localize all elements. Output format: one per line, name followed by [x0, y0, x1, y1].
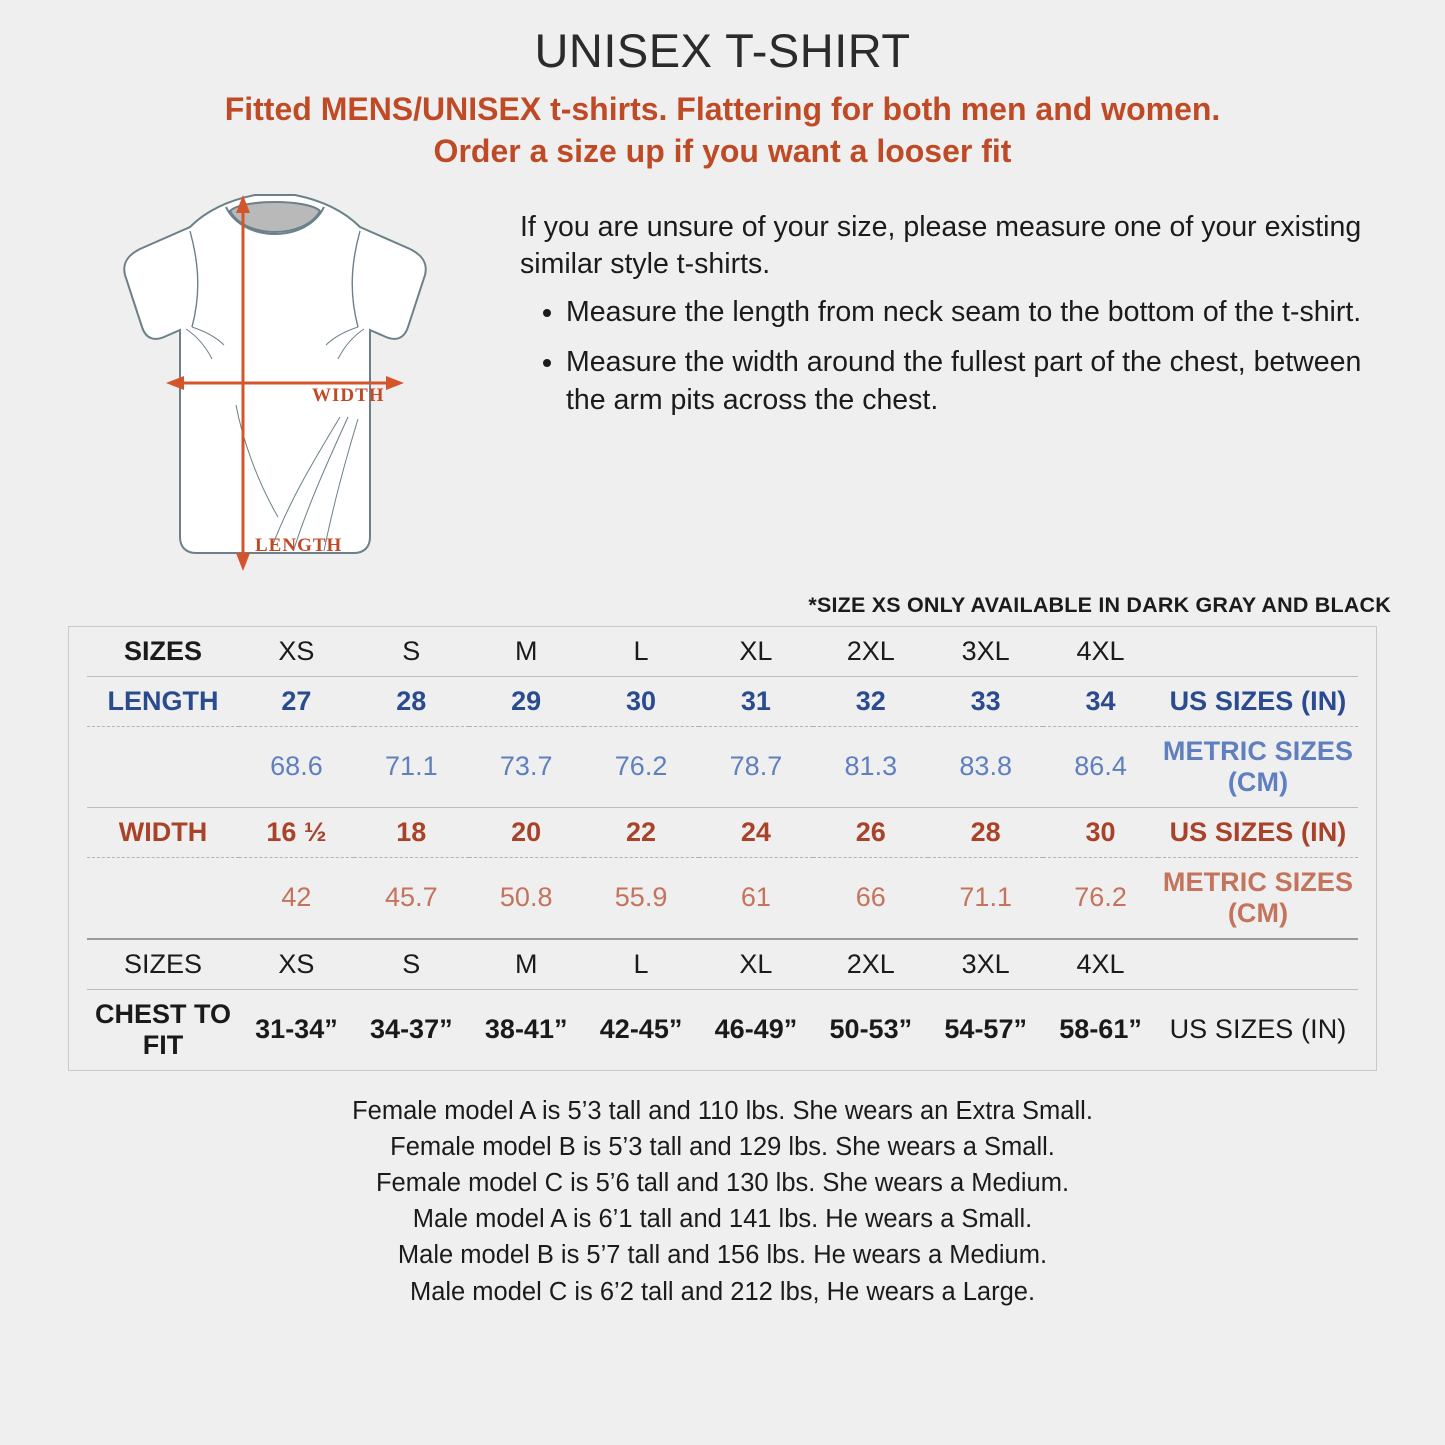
size-header-3xl: 3XL — [961, 635, 1010, 666]
width-cm-xs: 42 — [239, 857, 354, 939]
list-item: • Measure the width around the fullest part of the chest, between the arm pits across the chest. — [566, 344, 1405, 420]
width-in-2xl: 26 — [813, 807, 928, 857]
unit-spacer-2 — [1158, 939, 1358, 990]
length-cm-2xl: 81.3 — [813, 726, 928, 807]
size2-header-2xl: 2XL — [813, 939, 928, 990]
chest-l: 42-45” — [584, 989, 699, 1070]
length-in-unit: US SIZES (IN) — [1158, 676, 1358, 726]
length-in-m: 29 — [469, 676, 584, 726]
chest-2xl: 50-53” — [813, 989, 928, 1070]
size-header-xl: XL — [739, 635, 773, 666]
sizes-label-2: SIZES — [87, 939, 239, 990]
length-in-2xl: 32 — [813, 676, 928, 726]
length-cm-l: 76.2 — [584, 726, 699, 807]
model-note-5: Male model B is 5’7 tall and 156 lbs. He wears a Medium. — [397, 1241, 1048, 1270]
unit-spacer — [1158, 627, 1358, 677]
size2-header-xl: XL — [699, 939, 814, 990]
width-in-l: 22 — [584, 807, 699, 857]
width-cm-l: 55.9 — [584, 857, 699, 939]
width-in-4xl: 30 — [1043, 807, 1158, 857]
chest-3xl: 54-57” — [928, 989, 1043, 1070]
model-note-6: Male model C is 6’2 tall and 212 lbs, He wears a Large. — [409, 1277, 1036, 1306]
model-note-3: Female model C is 5’6 tall and 130 lbs. She wears a Medium. — [375, 1168, 1070, 1197]
length-in-xl: 31 — [699, 676, 814, 726]
table-row-length-cm — [87, 726, 1358, 807]
table-row-width-cm — [87, 857, 1358, 939]
size2-header-s: S — [354, 939, 469, 990]
size2-header-m: M — [469, 939, 584, 990]
chest-4xl: 58-61” — [1043, 989, 1158, 1070]
model-notes — [40, 1093, 1405, 1310]
instructions-bullets — [520, 294, 1405, 420]
chest-xs: 31-34” — [239, 989, 354, 1070]
size2-header-3xl: 3XL — [928, 939, 1043, 990]
model-note-4: Male model A is 6’1 tall and 141 lbs. He wears a Small. — [412, 1205, 1033, 1234]
width-in-m: 20 — [469, 807, 584, 857]
length-cm-4xl: 86.4 — [1043, 726, 1158, 807]
subtitle-line-1: Fitted MENS/UNISEX t-shirts. Flattering for both men and women. — [224, 91, 1221, 128]
width-cm-s: 45.7 — [354, 857, 469, 939]
tshirt-diagram — [40, 187, 510, 587]
width-in-unit: US SIZES (IN) — [1158, 807, 1358, 857]
tshirt-illustration — [40, 187, 510, 587]
length-in-4xl: 34 — [1043, 676, 1158, 726]
width-in-s: 18 — [354, 807, 469, 857]
length-cm-s: 71.1 — [354, 726, 469, 807]
size2-header-l: L — [584, 939, 699, 990]
size2-header-xs: XS — [239, 939, 354, 990]
length-cm-3xl: 83.8 — [928, 726, 1043, 807]
length-in-s: 28 — [354, 676, 469, 726]
chest-unit: US SIZES (IN) — [1158, 989, 1358, 1070]
availability-note: *SIZE XS ONLY AVAILABLE IN DARK GRAY AND BLACK — [808, 592, 1391, 617]
width-in-xs: 16 ½ — [239, 807, 354, 857]
table-row-width-inches — [87, 807, 1358, 857]
model-note-1: Female model A is 5’3 tall and 110 lbs. She wears an Extra Small. — [352, 1096, 1093, 1125]
model-note-2: Female model B is 5’3 tall and 129 lbs. She wears a Small. — [390, 1132, 1055, 1161]
diagram-and-instructions — [40, 187, 1405, 587]
width-in-xl: 24 — [699, 807, 814, 857]
size-header-xs: XS — [278, 635, 315, 666]
width-cm-unit: METRIC SIZES (CM) — [1158, 857, 1358, 939]
length-in-xs: 27 — [239, 676, 354, 726]
list-item: • Measure the length from neck seam to the bottom of the t-shirt. — [566, 294, 1405, 332]
sizes-label: SIZES — [123, 635, 203, 666]
size-header-4xl: 4XL — [1076, 635, 1125, 666]
width-row-label: WIDTH — [87, 807, 239, 857]
chest-s: 34-37” — [354, 989, 469, 1070]
length-in-l: 30 — [584, 676, 699, 726]
table-row-length-inches — [87, 676, 1358, 726]
length-cm-rowlabel — [87, 726, 239, 807]
length-cm-xl: 78.7 — [699, 726, 814, 807]
width-cm-m: 50.8 — [469, 857, 584, 939]
chest-m: 38-41” — [469, 989, 584, 1070]
subtitle-line-2: Order a size up if you want a looser fit — [433, 133, 1012, 170]
chest-xl: 46-49” — [699, 989, 814, 1070]
length-row-label: LENGTH — [87, 676, 239, 726]
width-cm-rowlabel — [87, 857, 239, 939]
size-header-m: M — [514, 635, 538, 666]
size-table — [87, 627, 1358, 1070]
width-cm-3xl: 71.1 — [928, 857, 1043, 939]
length-cm-m: 73.7 — [469, 726, 584, 807]
size-header-l: L — [633, 635, 649, 666]
instructions-intro: If you are unsure of your size, please measure one of your existing similar style t-shirts. — [520, 210, 1362, 281]
table-row-chest-to-fit — [87, 989, 1358, 1070]
page-title: UNISEX T-SHIRT — [534, 24, 911, 77]
width-in-3xl: 28 — [928, 807, 1043, 857]
width-label: WIDTH — [312, 384, 385, 406]
size2-header-4xl: 4XL — [1043, 939, 1158, 990]
page-subtitle — [70, 88, 1375, 172]
size-table-container — [68, 626, 1377, 1071]
length-label: LENGTH — [255, 534, 343, 556]
width-cm-2xl: 66 — [813, 857, 928, 939]
table-row-sizes-header-1 — [87, 627, 1358, 677]
size-header-2xl: 2XL — [846, 635, 895, 666]
size-header-s: S — [402, 635, 421, 666]
width-cm-4xl: 76.2 — [1043, 857, 1158, 939]
width-cm-xl: 61 — [699, 857, 814, 939]
length-in-3xl: 33 — [928, 676, 1043, 726]
measure-instructions — [510, 187, 1405, 432]
length-cm-xs: 68.6 — [239, 726, 354, 807]
length-cm-unit: METRIC SIZES (CM) — [1158, 726, 1358, 807]
chest-row-label: CHEST TO FIT — [87, 989, 239, 1070]
table-row-sizes-header-2 — [87, 939, 1358, 990]
